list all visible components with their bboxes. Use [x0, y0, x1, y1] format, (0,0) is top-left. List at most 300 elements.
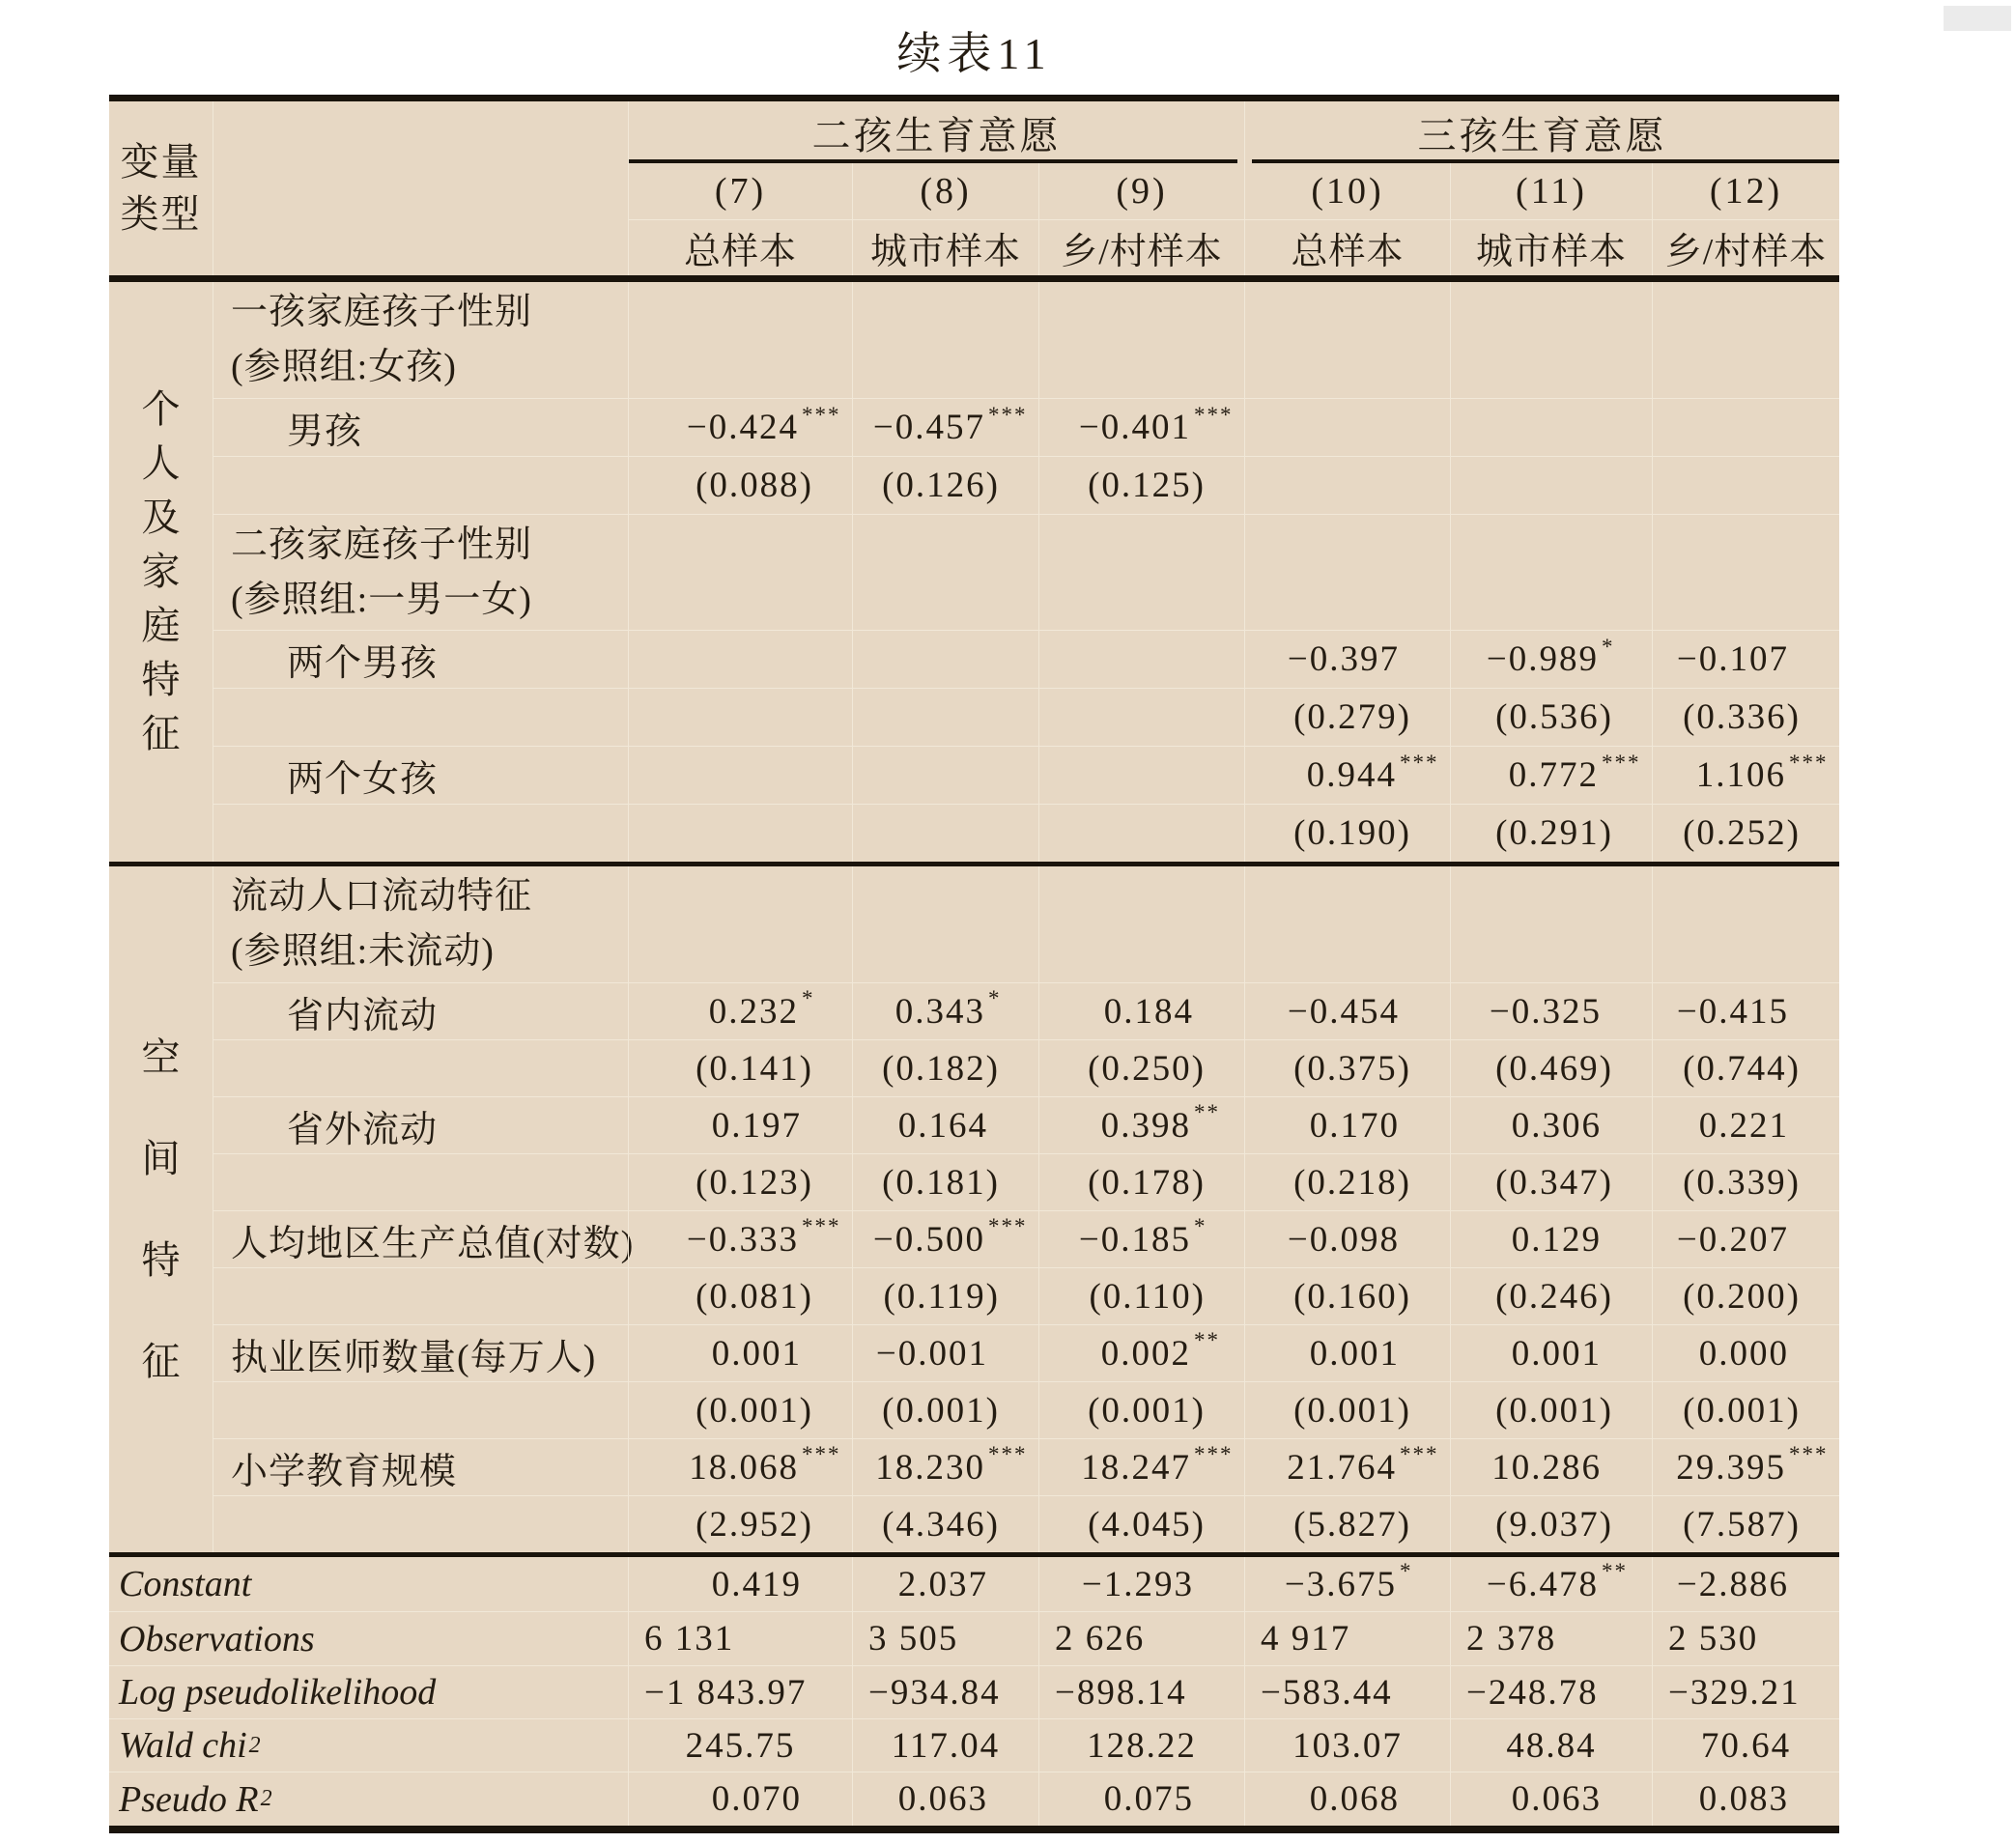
- empty-cell: [1244, 866, 1450, 982]
- coef-cell: [1244, 1096, 1450, 1153]
- table-top-rule: [109, 95, 1839, 101]
- table-section: [109, 866, 1839, 1552]
- numeric-value: 0.184: [1103, 991, 1194, 1032]
- se-cell: [852, 1153, 1038, 1210]
- coef-cell: [1652, 398, 1839, 456]
- variable-group-line: 一孩家庭孩子性别: [231, 292, 533, 332]
- numeric-value: −0.454: [1287, 991, 1400, 1032]
- sample-type-header: 乡/村样本: [1038, 219, 1244, 275]
- coef-cell: [1652, 746, 1839, 804]
- empty-cell: [852, 514, 1038, 630]
- significance-stars: **: [1602, 1559, 1628, 1583]
- se-cell: [1038, 1267, 1244, 1324]
- sample-type-header: 乡/村样本: [1652, 219, 1839, 275]
- numeric-value: 29.395: [1676, 1447, 1786, 1488]
- coef-cell: [1038, 630, 1244, 688]
- empty-cell: [628, 514, 852, 630]
- coef-cell: [628, 1210, 852, 1267]
- se-cell: [628, 688, 852, 746]
- se-cell: [1450, 1153, 1652, 1210]
- coef-cell: [1244, 1324, 1450, 1381]
- variable-label: 小学教育规模: [213, 1438, 628, 1495]
- numeric-value: −0.500: [872, 1219, 985, 1260]
- sample-type-header: 总样本: [1244, 219, 1450, 275]
- variable-group-label: [213, 866, 628, 982]
- se-cell: [1652, 688, 1839, 746]
- variable-label: 省内流动: [213, 982, 628, 1039]
- coef-cell: [852, 1096, 1038, 1153]
- coef-cell: [852, 630, 1038, 688]
- category-label: [109, 282, 213, 862]
- column-number-header: (10): [1244, 163, 1450, 219]
- numeric-value: 0.001: [1309, 1333, 1400, 1374]
- category-char: 人: [141, 441, 181, 485]
- variable-group-line: (参照组:女孩): [231, 347, 457, 387]
- variable-group-line: 流动人口流动特征: [231, 876, 533, 917]
- se-cell: [852, 688, 1038, 746]
- table-bottom-rule: [109, 1826, 1839, 1833]
- numeric-value: (0.160): [1293, 1276, 1411, 1317]
- significance-stars: ***: [1194, 1442, 1234, 1466]
- stat-label: [109, 1718, 628, 1772]
- numeric-value: 0.197: [711, 1105, 802, 1146]
- category-char: 特: [141, 658, 181, 701]
- variable-group-line: (参照组:一男一女): [231, 579, 532, 620]
- variable-label: 两个男孩: [213, 630, 628, 688]
- se-cell: [1450, 456, 1652, 514]
- coef-cell: [628, 1324, 852, 1381]
- se-label-spacer: [213, 804, 628, 862]
- stat-cell: [852, 1665, 1038, 1718]
- empty-cell: [1244, 514, 1450, 630]
- stat-cell: [1450, 1665, 1652, 1718]
- stat-cell: [852, 1718, 1038, 1772]
- stat-label-exponent: 2: [248, 1732, 261, 1758]
- se-cell: [1244, 1381, 1450, 1438]
- stat-label-text: Log pseudolikelihood: [119, 1672, 437, 1713]
- stat-label-exponent: 2: [260, 1786, 272, 1811]
- se-label-spacer: [213, 1039, 628, 1096]
- significance-stars: ***: [988, 402, 1028, 427]
- empty-cell: [1652, 514, 1839, 630]
- numeric-value: −0.107: [1676, 639, 1789, 679]
- se-cell: [1244, 1495, 1450, 1552]
- column-number-header: (7): [628, 163, 852, 219]
- numeric-value: 70.64: [1700, 1725, 1792, 1766]
- numeric-value: (0.375): [1293, 1048, 1411, 1089]
- se-cell: [1652, 804, 1839, 862]
- stat-cell: [1652, 1611, 1839, 1665]
- coef-cell: [1450, 630, 1652, 688]
- se-cell: [1652, 456, 1839, 514]
- coef-cell: [1244, 982, 1450, 1039]
- se-label-spacer: [213, 1153, 628, 1210]
- se-cell: [852, 1495, 1038, 1552]
- numeric-value: (0.001): [1293, 1390, 1411, 1431]
- table-stats: [109, 1557, 1839, 1826]
- numeric-value: 0.000: [1698, 1333, 1789, 1374]
- numeric-value: 245.75: [685, 1725, 796, 1766]
- coef-cell: [1450, 982, 1652, 1039]
- numeric-value: (0.001): [696, 1390, 813, 1431]
- se-cell: [852, 456, 1038, 514]
- column-number-header: (8): [852, 163, 1038, 219]
- group-header: 三孩生育意愿: [1244, 101, 1839, 163]
- coef-cell: [1038, 1210, 1244, 1267]
- numeric-value: −0.401: [1078, 408, 1191, 447]
- stat-label-text: Pseudo R: [119, 1778, 259, 1820]
- coef-cell: [1450, 1096, 1652, 1153]
- numeric-value: 0.068: [1309, 1779, 1400, 1819]
- stat-cell: [1652, 1557, 1839, 1611]
- empty-cell: [1450, 514, 1652, 630]
- numeric-value: (0.001): [882, 1390, 1000, 1431]
- significance-stars: ***: [802, 1214, 841, 1238]
- coef-cell: [1652, 1210, 1839, 1267]
- se-cell: [628, 1153, 852, 1210]
- coef-cell: [1244, 398, 1450, 456]
- variable-label: 男孩: [213, 398, 628, 456]
- stat-cell: [1244, 1557, 1450, 1611]
- coef-cell: [1244, 1210, 1450, 1267]
- numeric-value: −6.478: [1486, 1564, 1599, 1604]
- numeric-value: 2.037: [897, 1564, 988, 1604]
- coef-cell: [852, 1438, 1038, 1495]
- numeric-value: 2 530: [1668, 1619, 1759, 1659]
- se-cell: [1652, 1495, 1839, 1552]
- numeric-value: 10.286: [1491, 1447, 1602, 1488]
- se-cell: [1652, 1039, 1839, 1096]
- coef-cell: [852, 398, 1038, 456]
- variable-label: 两个女孩: [213, 746, 628, 804]
- numeric-value: (0.001): [1683, 1390, 1801, 1431]
- numeric-value: 0.129: [1511, 1219, 1602, 1260]
- se-cell: [1038, 1381, 1244, 1438]
- numeric-value: (0.119): [883, 1276, 1000, 1317]
- category-label: [109, 866, 213, 1552]
- coef-cell: [1038, 1096, 1244, 1153]
- se-label-spacer: [213, 1381, 628, 1438]
- numeric-value: 0.772: [1508, 755, 1599, 795]
- numeric-value: (0.252): [1683, 813, 1801, 853]
- column-number-header: (9): [1038, 163, 1244, 219]
- se-cell: [1244, 688, 1450, 746]
- category-char: 庭: [141, 604, 181, 647]
- numeric-value: 1.106: [1695, 755, 1786, 795]
- numeric-value: 0.063: [1511, 1779, 1602, 1819]
- variable-label: 人均地区生产总值(对数): [213, 1210, 628, 1267]
- se-cell: [1652, 1381, 1839, 1438]
- stat-cell: [1244, 1772, 1450, 1826]
- numeric-value: 128.22: [1087, 1725, 1197, 1766]
- numeric-value: 0.075: [1103, 1779, 1194, 1819]
- variable-group-label: [213, 514, 628, 630]
- numeric-value: 3 505: [868, 1619, 959, 1659]
- coef-cell: [852, 982, 1038, 1039]
- empty-cell: [1038, 866, 1244, 982]
- coef-cell: [1244, 746, 1450, 804]
- numeric-value: 0.221: [1698, 1105, 1789, 1146]
- numeric-value: 0.070: [711, 1779, 802, 1819]
- numeric-value: −0.415: [1676, 991, 1789, 1032]
- numeric-value: (0.744): [1683, 1048, 1801, 1089]
- numeric-value: (0.181): [882, 1162, 1000, 1203]
- stat-cell: [1652, 1718, 1839, 1772]
- variable-group-label: [213, 282, 628, 398]
- sample-type-header: 城市样本: [852, 219, 1038, 275]
- empty-cell: [628, 282, 852, 398]
- numeric-value: (0.001): [1088, 1390, 1206, 1431]
- sample-type-header: 城市样本: [1450, 219, 1652, 275]
- coef-cell: [628, 398, 852, 456]
- numeric-value: 0.398: [1100, 1105, 1191, 1146]
- se-cell: [628, 1381, 852, 1438]
- numeric-value: (0.110): [1089, 1276, 1206, 1317]
- numeric-value: −3.675: [1284, 1564, 1397, 1604]
- numeric-value: −1 843.97: [644, 1672, 808, 1713]
- stat-cell: [852, 1772, 1038, 1826]
- numeric-value: 0.343: [894, 991, 985, 1032]
- numeric-value: 2 626: [1055, 1619, 1146, 1659]
- empty-cell: [1038, 282, 1244, 398]
- coef-cell: [1652, 982, 1839, 1039]
- stat-label-text: Observations: [119, 1618, 315, 1659]
- numeric-value: (0.469): [1495, 1048, 1613, 1089]
- numeric-value: 117.04: [891, 1725, 1001, 1766]
- numeric-value: (0.347): [1495, 1162, 1613, 1203]
- se-cell: [852, 1267, 1038, 1324]
- numeric-value: −0.457: [872, 408, 985, 447]
- coef-cell: [1244, 1438, 1450, 1495]
- numeric-value: (0.001): [1495, 1390, 1613, 1431]
- numeric-value: −0.207: [1676, 1219, 1789, 1260]
- numeric-value: 2 378: [1466, 1619, 1557, 1659]
- se-cell: [628, 456, 852, 514]
- numeric-value: (0.339): [1683, 1162, 1801, 1203]
- stat-label: [109, 1611, 628, 1665]
- se-cell: [1450, 688, 1652, 746]
- numeric-value: (5.827): [1293, 1504, 1411, 1545]
- numeric-value: 21.764: [1287, 1447, 1397, 1488]
- variable-label: 执业医师数量(每万人): [213, 1324, 628, 1381]
- stat-cell: [1244, 1665, 1450, 1718]
- numeric-value: −0.424: [686, 408, 799, 447]
- se-cell: [1244, 456, 1450, 514]
- significance-stars: *: [1194, 1214, 1207, 1238]
- numeric-value: −0.333: [686, 1219, 799, 1260]
- se-cell: [628, 1039, 852, 1096]
- numeric-value: (2.952): [696, 1504, 813, 1545]
- coef-cell: [1038, 982, 1244, 1039]
- numeric-value: (0.536): [1495, 697, 1613, 737]
- stat-cell: [1652, 1665, 1839, 1718]
- sample-type-header: 总样本: [628, 219, 852, 275]
- stat-label: [109, 1772, 628, 1826]
- numeric-value: 6 131: [644, 1619, 735, 1659]
- se-cell: [1652, 1153, 1839, 1210]
- significance-stars: *: [1400, 1559, 1413, 1583]
- numeric-value: (0.088): [696, 466, 813, 505]
- numeric-value: (0.126): [882, 466, 1000, 505]
- empty-cell: [1038, 514, 1244, 630]
- category-char: 征: [141, 1340, 181, 1383]
- stat-label: [109, 1665, 628, 1718]
- numeric-value: (0.081): [696, 1276, 813, 1317]
- stat-cell: [1450, 1772, 1652, 1826]
- group-header: 二孩生育意愿: [628, 101, 1244, 163]
- stat-cell: [1038, 1772, 1244, 1826]
- se-cell: [1038, 804, 1244, 862]
- numeric-value: (4.045): [1088, 1504, 1206, 1545]
- category-char: 及: [141, 496, 181, 539]
- numeric-value: (0.125): [1088, 466, 1206, 505]
- coef-cell: [1450, 746, 1652, 804]
- numeric-value: 48.84: [1506, 1725, 1597, 1766]
- coef-cell: [628, 1096, 852, 1153]
- stat-cell: [628, 1718, 852, 1772]
- scan-artifact: [1944, 6, 2011, 31]
- stat-cell: [628, 1557, 852, 1611]
- stat-cell: [1244, 1611, 1450, 1665]
- se-cell: [1652, 1267, 1839, 1324]
- stat-label-text: Constant: [119, 1564, 252, 1604]
- numeric-value: −0.001: [875, 1333, 988, 1374]
- significance-stars: ***: [802, 1442, 841, 1466]
- empty-cell: [852, 282, 1038, 398]
- significance-stars: ***: [1789, 1442, 1829, 1466]
- numeric-value: 0.164: [897, 1105, 988, 1146]
- coef-cell: [852, 1210, 1038, 1267]
- coef-cell: [628, 1438, 852, 1495]
- coef-cell: [852, 746, 1038, 804]
- significance-stars: *: [1602, 634, 1615, 659]
- numeric-value: (0.123): [696, 1162, 813, 1203]
- stat-cell: [1244, 1718, 1450, 1772]
- significance-stars: ***: [1789, 750, 1829, 775]
- se-cell: [1038, 1153, 1244, 1210]
- se-cell: [1038, 456, 1244, 514]
- numeric-value: (0.246): [1495, 1276, 1613, 1317]
- numeric-value: 0.001: [711, 1333, 802, 1374]
- significance-stars: ***: [1400, 750, 1439, 775]
- numeric-value: −0.989: [1486, 639, 1599, 679]
- numeric-value: (4.346): [882, 1504, 1000, 1545]
- coef-cell: [1652, 1324, 1839, 1381]
- numeric-value: −0.397: [1287, 639, 1400, 679]
- significance-stars: ***: [1194, 402, 1234, 427]
- se-cell: [852, 804, 1038, 862]
- numeric-value: −0.185: [1078, 1219, 1191, 1260]
- stat-cell: [1038, 1665, 1244, 1718]
- numeric-value: (0.250): [1088, 1048, 1206, 1089]
- se-cell: [1450, 1039, 1652, 1096]
- stat-cell: [852, 1557, 1038, 1611]
- table-section: [109, 282, 1839, 862]
- numeric-value: 103.07: [1292, 1725, 1403, 1766]
- numeric-value: (0.218): [1293, 1162, 1411, 1203]
- se-cell: [852, 1039, 1038, 1096]
- numeric-value: 0.306: [1511, 1105, 1602, 1146]
- se-label-spacer: [213, 688, 628, 746]
- regression-table: [109, 95, 1839, 1833]
- significance-stars: ***: [802, 402, 841, 427]
- se-cell: [628, 1267, 852, 1324]
- numeric-value: 0.232: [708, 991, 799, 1032]
- numeric-value: 0.170: [1309, 1105, 1400, 1146]
- se-cell: [1038, 1495, 1244, 1552]
- empty-cell: [1450, 282, 1652, 398]
- coef-cell: [1038, 1324, 1244, 1381]
- stat-cell: [852, 1611, 1038, 1665]
- se-cell: [1244, 804, 1450, 862]
- se-cell: [1244, 1153, 1450, 1210]
- variable-type-line: 类型: [120, 192, 202, 236]
- coef-cell: [1652, 630, 1839, 688]
- category-char: 空: [141, 1035, 181, 1079]
- se-label-spacer: [213, 456, 628, 514]
- stat-cell: [1652, 1772, 1839, 1826]
- stat-cell: [1450, 1611, 1652, 1665]
- variable-type-header: [109, 101, 213, 275]
- numeric-value: (0.141): [696, 1048, 813, 1089]
- coef-cell: [1450, 398, 1652, 456]
- stat-cell: [628, 1611, 852, 1665]
- category-char: 个: [141, 387, 181, 431]
- numeric-value: (0.336): [1683, 697, 1801, 737]
- se-label-spacer: [213, 1495, 628, 1552]
- significance-stars: **: [1194, 1100, 1220, 1124]
- numeric-value: 18.230: [875, 1447, 985, 1488]
- stat-cell: [1450, 1718, 1652, 1772]
- coef-cell: [1450, 1438, 1652, 1495]
- empty-cell: [1450, 866, 1652, 982]
- se-cell: [1244, 1039, 1450, 1096]
- stat-label-text: Wald chi: [119, 1725, 247, 1766]
- numeric-value: 0.063: [897, 1779, 988, 1819]
- column-number-header: (11): [1450, 163, 1652, 219]
- numeric-value: 0.002: [1100, 1333, 1191, 1374]
- significance-stars: ***: [988, 1442, 1028, 1466]
- se-cell: [628, 1495, 852, 1552]
- empty-cell: [628, 866, 852, 982]
- numeric-value: −0.098: [1287, 1219, 1400, 1260]
- coef-cell: [1450, 1324, 1652, 1381]
- coef-cell: [1244, 630, 1450, 688]
- numeric-value: (0.291): [1495, 813, 1613, 853]
- category-char: 征: [141, 712, 181, 755]
- significance-stars: ***: [1400, 1442, 1439, 1466]
- significance-stars: **: [1194, 1328, 1220, 1352]
- coef-cell: [628, 746, 852, 804]
- numeric-value: (0.190): [1293, 813, 1411, 853]
- se-cell: [1450, 1495, 1652, 1552]
- stat-cell: [1038, 1718, 1244, 1772]
- coef-cell: [1038, 398, 1244, 456]
- se-cell: [852, 1381, 1038, 1438]
- coef-cell: [628, 982, 852, 1039]
- column-number-header: (12): [1652, 163, 1839, 219]
- numeric-value: 18.247: [1081, 1447, 1191, 1488]
- stat-cell: [1450, 1557, 1652, 1611]
- numeric-value: −1.293: [1081, 1564, 1194, 1604]
- category-char: 家: [141, 550, 181, 593]
- empty-cell: [1244, 282, 1450, 398]
- numeric-value: −0.325: [1489, 991, 1602, 1032]
- numeric-value: (0.200): [1683, 1276, 1801, 1317]
- stat-cell: [628, 1772, 852, 1826]
- coef-cell: [852, 1324, 1038, 1381]
- header-spacer: [213, 101, 628, 275]
